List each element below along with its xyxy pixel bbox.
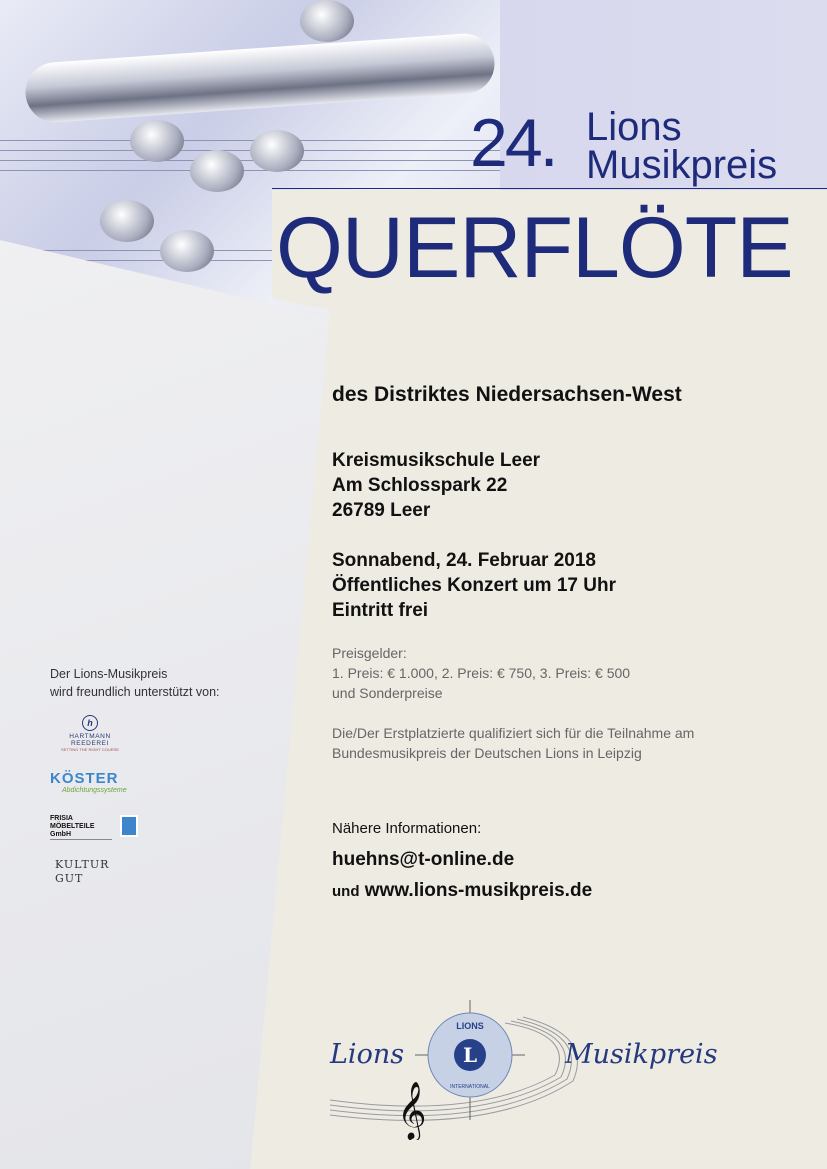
hartmann-emblem-icon: h — [82, 715, 98, 731]
koester-logo — [50, 770, 127, 794]
qualification-line: Die/Der Erstplatzierte qualifiziert sich für die Teilnahme am — [332, 725, 695, 741]
and-text: und — [332, 883, 360, 900]
title-line1: Lions — [586, 105, 682, 149]
edition-number: 24. — [470, 105, 556, 181]
venue-street: Am Schlosspark 22 — [332, 475, 508, 496]
sponsors-intro-line: wird freundlich unterstützt von: — [50, 685, 220, 699]
info-label: Nähere Informationen: — [332, 820, 482, 837]
logo-right-text: Musikpreis — [565, 1039, 718, 1070]
lions-musikpreis-logo — [325, 995, 725, 1140]
hartmann-tagline: SETTING THE RIGHT COURSE — [60, 747, 120, 752]
prizes-label: Preisgelder: — [332, 645, 407, 661]
title-rule — [272, 188, 827, 189]
badge-letter: L — [462, 1043, 478, 1067]
hartmann-name: HARTMANN REEDEREI — [69, 733, 111, 747]
event-details — [332, 548, 616, 623]
koester-name: KÖSTER — [50, 770, 119, 787]
prizes-list: 1. Preis: € 1.000, 2. Preis: € 750, 3. Preis: € 500 — [332, 665, 631, 681]
treble-clef-icon: 𝄞 — [397, 1082, 427, 1138]
instrument-title: QUERFLÖTE — [276, 200, 793, 296]
prizes — [332, 643, 630, 703]
event-admission: Eintritt frei — [332, 600, 429, 621]
venue-city: 26789 Leer — [332, 500, 431, 521]
title-line2: Musikpreis — [586, 143, 778, 187]
koester-tagline: Abdichtungssysteme — [62, 787, 127, 794]
prizes-special: und Sonderpreise — [332, 685, 443, 701]
frisia-name: FRISIA MÖBELTEILE GmbH — [50, 815, 112, 840]
badge-bottom: INTERNATIONAL — [450, 1084, 490, 1090]
sponsors-intro-line: Der Lions-Musikpreis — [50, 667, 168, 681]
event-concert: Öffentliches Konzert um 17 Uhr — [332, 575, 616, 596]
qualification — [332, 723, 694, 763]
hartmann-logo — [50, 715, 130, 752]
website-link[interactable]: www.lions-musikpreis.de — [364, 880, 593, 901]
email-link[interactable]: huehns@t-online.de — [332, 849, 515, 870]
qualification-line: Bundesmusikpreis der Deutschen Lions in Leipzig — [332, 745, 642, 761]
event-date: Sonnabend, 24. Februar 2018 — [332, 550, 596, 571]
venue — [332, 448, 540, 523]
venue-name: Kreismusikschule Leer — [332, 450, 541, 471]
frisia-emblem-icon — [120, 815, 138, 837]
kulturgut-logo — [55, 858, 125, 886]
district: des Distriktes Niedersachsen-West — [332, 383, 682, 406]
logo-left-text: Lions — [330, 1039, 405, 1070]
website-line — [332, 878, 592, 904]
sponsors-intro — [50, 665, 220, 701]
frisia-logo — [50, 815, 140, 840]
kulturgut-name: KULTUR GUT — [55, 858, 110, 885]
badge-top: LIONS — [456, 1021, 484, 1031]
title-block — [586, 105, 778, 187]
